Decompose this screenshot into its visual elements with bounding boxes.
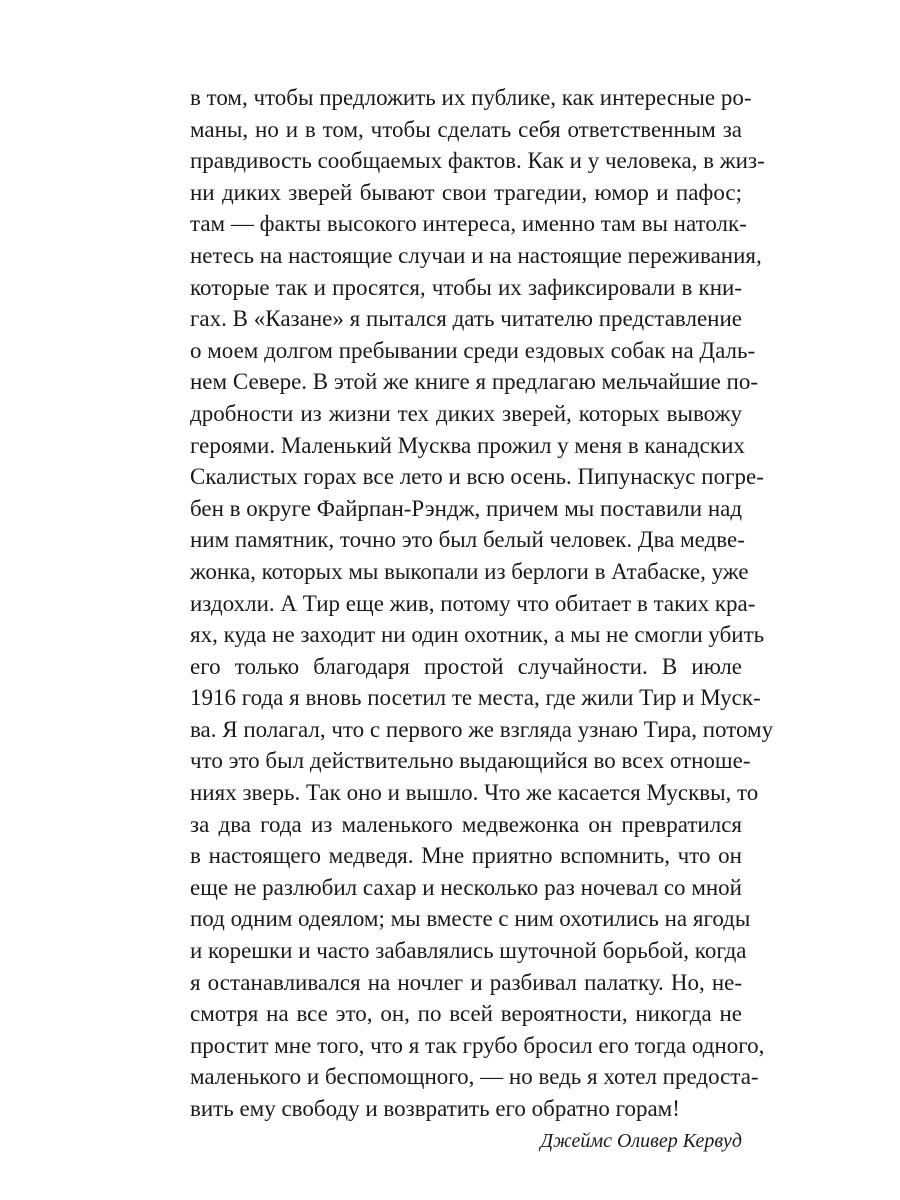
text-line: простит мне того, что я так грубо бросил его тогда одного, bbox=[190, 1032, 765, 1058]
text-line: за два года из маленького медвежонка он превратился bbox=[190, 811, 742, 837]
text-line: ни диких зверей бывают свои трагедии, юмор и пафос; bbox=[190, 179, 742, 205]
text-line: издохли. А Тир еще жив, потому что обитает в таких кра- bbox=[190, 590, 756, 616]
text-line: что это был действительно выдающийся во всех отноше- bbox=[190, 748, 751, 774]
text-line: жонка, которых мы выкопали из берлоги в Атабаске, уже bbox=[190, 558, 749, 584]
text-line: я останавливался на ночлег и разбивал палатку. Но, не- bbox=[190, 969, 742, 995]
text-line: в настоящего медведя. Мне приятно вспомнить, что он bbox=[190, 843, 742, 869]
text-line: еще не разлюбил сахар и несколько раз ночевал со мной bbox=[190, 874, 742, 900]
text-line: смотря на все это, он, по всей вероятности, никогда не bbox=[190, 1001, 742, 1027]
text-line: о моем долгом пребывании среди ездовых собак на Даль- bbox=[190, 337, 756, 363]
text-line: маленького и беспомощного, — но ведь я хотел предоста- bbox=[190, 1064, 759, 1090]
text-line: Скалистых горах все лето и всю осень. Пипунаскус погре- bbox=[190, 464, 764, 490]
text-line: там — факты высокого интереса, именно там вы натолк- bbox=[190, 211, 747, 237]
text-line: под одним одеялом; мы вместе с ним охотились на ягоды bbox=[190, 906, 751, 932]
text-line: правдивость сообщаемых фактов. Как и у человека, в жиз- bbox=[190, 148, 765, 174]
text-line: маны, но и в том, чтобы сделать себя ответственным за bbox=[190, 116, 742, 142]
text-line: ях, куда не заходит ни один охотник, а мы не смогли убить bbox=[190, 622, 765, 648]
text-line: нем Севере. В этой же книге я предлагаю мельчайшие по- bbox=[190, 369, 759, 395]
text-line: 1916 года я вновь посетил те места, где жили Тир и Муск- bbox=[190, 685, 761, 711]
text-line: и корешки и часто забавлялись шуточной борьбой, когда bbox=[190, 938, 747, 964]
text-line: ним памятник, точно это был белый человек. Два медве- bbox=[190, 527, 745, 553]
text-line: дробности из жизни тех диких зверей, которых вывожу bbox=[190, 400, 742, 426]
text-line: героями. Маленький Мусква прожил у меня в канадских bbox=[190, 432, 745, 458]
text-line: нетесь на настоящие случаи и на настоящие переживания, bbox=[190, 242, 762, 268]
text-line: его только благодаря простой случайности. В июле bbox=[190, 653, 742, 679]
text-line-last: вить ему свободу и возвратить его обратно горам! bbox=[190, 1096, 680, 1121]
text-line: в том, чтобы предложить их публике, как интересные ро- bbox=[190, 85, 752, 110]
text-line: которые так и просятся, чтобы их зафиксировали в кни- bbox=[190, 274, 742, 300]
text-line: ва. Я полагал, что с первого же взгляда узнаю Тира, потому bbox=[190, 716, 774, 742]
text-line: ниях зверь. Так оно и вышло. Что же касается Мусквы, то bbox=[190, 780, 759, 806]
author-signature: Джеймс Оливер Кервуд bbox=[540, 1129, 742, 1152]
text-line: бен в округе Файрпан-Рэндж, причем мы поставили над bbox=[190, 495, 743, 521]
text-line: гах. В «Казане» я пытался дать читателю представление bbox=[190, 306, 742, 332]
body-text bbox=[190, 82, 774, 1157]
